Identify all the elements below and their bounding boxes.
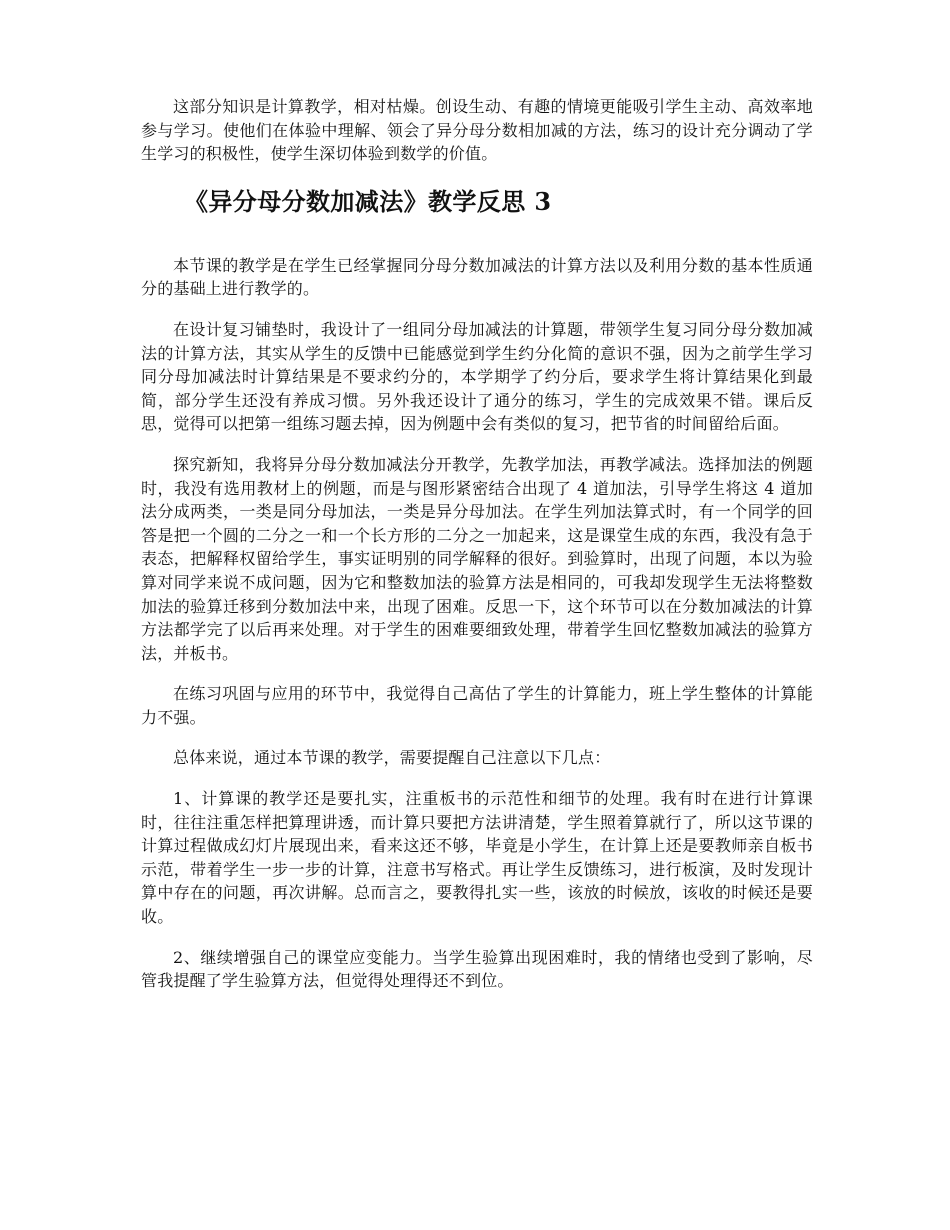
intro-paragraph: 这部分知识是计算教学，相对枯燥。创设生动、有趣的情境更能吸引学生主动、高效率地参与学习。使他们在体验中理解、领会了异分母分数相加减的方法，练习的设计充分调动了学生学习的积极性，使学生深切体验到数学的价值。	[141, 97, 813, 164]
paragraph-3: 探究新知，我将异分母分数加减法分开教学，先教学加法，再教学减法。选择加法的例题时，我没有选用教材上的例题，而是与图形紧密结合出现了 4 道加法，引导学生将这 4 道加法分成两类，一类是同分母加法，一类是异分母加法。在学生列加法算式时，有一个同学的回答是把一个圆的二分之一和一个长方形的二分之一加起来，这是课堂生成的东西，我没有急于表态，把解释权留给学生，事实证明别的同学解释的很好。到验算时，出现了问题，本以为验算对同学来说不成问题，因为它和整数加法的验算方法是相同的，可我却发现学生无法将整数加法的验算迁移到分数加法中来，出现了困难。反思一下，这个环节可以在分数加减法的计算方法都学完了以后再来处理。对于学生的困难要细致处理，带着学生回忆整数加减法的验算方法，并板书。	[141, 454, 813, 663]
paragraph-2: 在设计复习铺垫时，我设计了一组同分母加减法的计算题，带领学生复习同分母分数加减法的计算方法，其实从学生的反馈中已能感觉到学生约分化简的意识不强，因为之前学生学习同分母加减法时计算结果是不要求约分的，本学期学了约分后，要求学生将计算结果化到最简，部分学生还没有养成习惯。另外我还设计了通分的练习，学生的完成效果不错。课后反思，觉得可以把第一组练习题去掉，因为例题中会有类似的复习，把节省的时间留给后面。	[141, 319, 813, 434]
document-page	[141, 95, 813, 993]
paragraph-7: 2、继续增强自己的课堂应变能力。当学生验算出现困难时，我的情绪也受到了影响，尽管我提醒了学生验算方法，但觉得处理得还不到位。	[141, 947, 813, 991]
paragraph-4: 在练习巩固与应用的环节中，我觉得自己高估了学生的计算能力，班上学生整体的计算能力不强。	[141, 684, 813, 727]
section-heading: 《异分母分数加减法》教学反思 3	[184, 186, 552, 216]
paragraph-1: 本节课的教学是在学生已经掌握同分母分数加减法的计算方法以及利用分数的基本性质通分的基础上进行教学的。	[141, 255, 813, 299]
paragraph-5: 总体来说，通过本节课的教学，需要提醒自己注意以下几点：	[173, 748, 611, 768]
paragraph-6: 1、计算课的教学还是要扎实，注重板书的示范性和细节的处理。我有时在进行计算课时，往往注重怎样把算理讲透，而计算只要把方法讲清楚，学生照着算就行了，所以这节课的计算过程做成幻灯片展现出来，看来这还不够，毕竟是小学生，在计算上还是要教师亲自板书示范，带着学生一步一步的计算，注意书写格式。再让学生反馈练习，进行板演，及时发现计算中存在的问题，再次讲解。总而言之，要教得扎实一些，该放的时候放，该收的时候还是要收。	[141, 789, 813, 927]
